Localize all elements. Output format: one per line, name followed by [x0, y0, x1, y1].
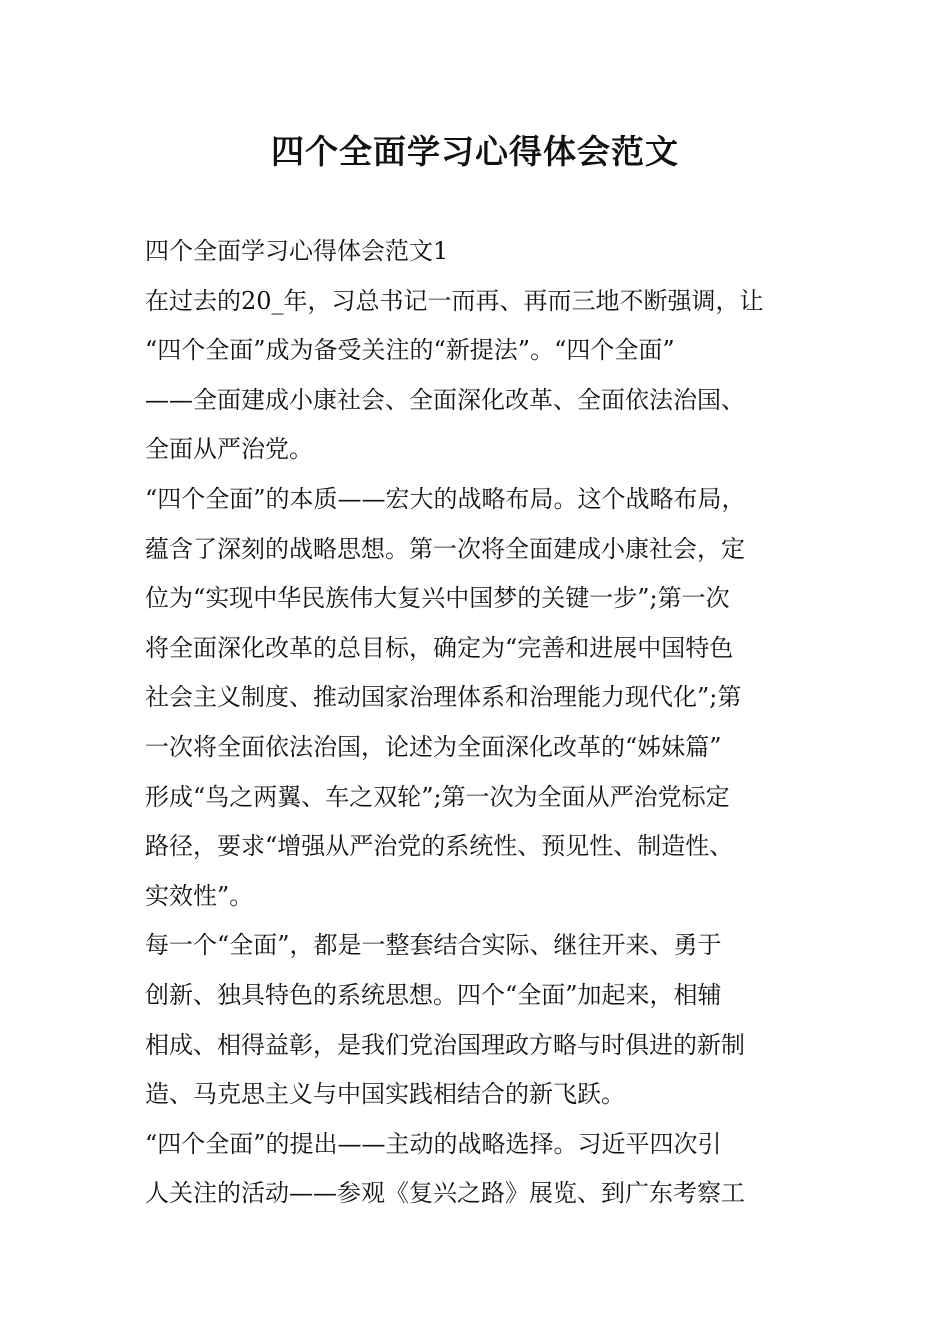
text-line: ——全面建成小康社会、全面深化改革、全面依法治国、 [145, 385, 745, 414]
text-line: “四个全面”的本质——宏大的战略布局。这个战略布局， [145, 484, 746, 513]
text-line: 社会主义制度、推动国家治理体系和治理能力现代化”;第 [145, 683, 742, 712]
text-line: 将全面深化改革的总目标，确定为“完善和进展中国特色 [145, 633, 734, 662]
text-line: 相成、相得益彰，是我们党治国理政方略与时俱进的新制 [145, 1030, 745, 1059]
text-line: 在过去的20_年，习总书记一而再、再而三地不断强调，让 [145, 286, 764, 315]
text-line: 造、马克思主义与中国实践相结合的新飞跃。 [145, 1080, 625, 1109]
text-line: 一次将全面依法治国，论述为全面深化改革的“姊妹篇” [145, 732, 722, 761]
text-line: 人关注的活动——参观《复兴之路》展览、到广东考察工 [145, 1179, 745, 1208]
text-line: “四个全面”成为备受关注的“新提法”。“四个全面” [145, 336, 675, 365]
document-body [145, 227, 835, 1219]
text-line: “四个全面”的提出——主动的战略选择。习近平四次引 [145, 1129, 722, 1158]
text-line: 创新、独具特色的系统思想。四个“全面”加起来，相辅 [145, 980, 722, 1009]
text-line: 每一个“全面”，都是一整套结合实际、继往开来、勇于 [145, 931, 722, 960]
section-heading: 四个全面学习心得体会范文1 [145, 237, 449, 265]
text-line: 路径，要求“增强从严治党的系统性、预见性、制造性、 [145, 832, 734, 861]
document-title: 四个全面学习心得体会范文 [271, 132, 679, 171]
text-line: 蕴含了深刻的战略思想。第一次将全面建成小康社会，定 [145, 534, 745, 563]
text-line: 位为“实现中华民族伟大复兴中国梦的关键一步”;第一次 [145, 584, 730, 613]
text-line: 全面从严治党。 [145, 435, 313, 464]
text-line: 实效性”。 [145, 881, 254, 910]
text-line: 形成“鸟之两翼、车之双轮”;第一次为全面从严治党标定 [145, 782, 730, 811]
